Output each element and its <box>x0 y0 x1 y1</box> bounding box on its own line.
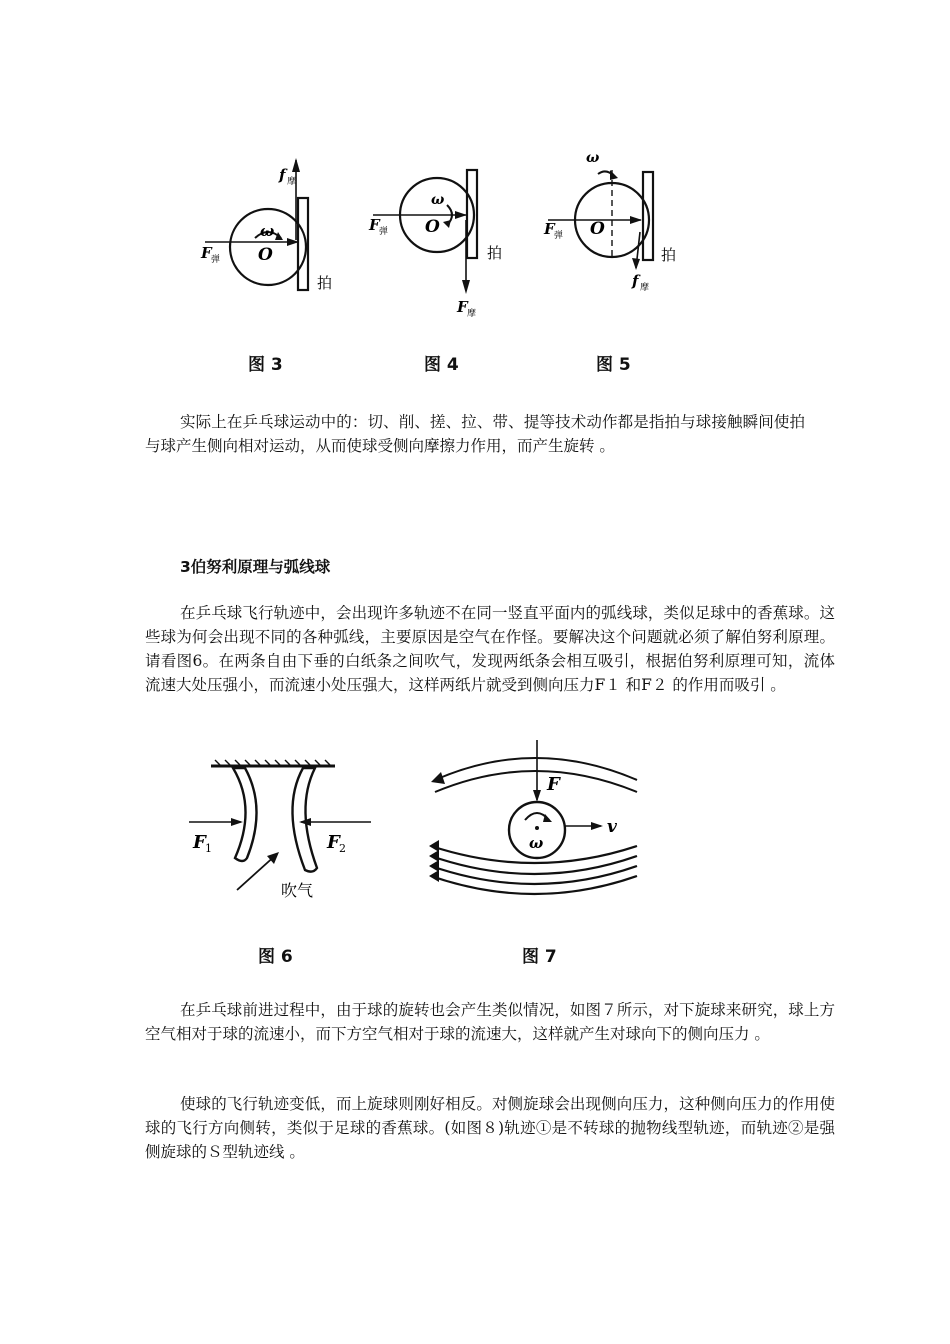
figure-3 <box>195 150 345 330</box>
figure-5-diagram <box>540 148 690 298</box>
figure-4-caption: 图 4 <box>424 355 459 375</box>
friction-label: f <box>632 272 639 290</box>
blow-label: 吹气 <box>281 881 314 900</box>
velocity-label: v <box>607 817 617 837</box>
figure-4-diagram <box>365 160 515 325</box>
omega-label: ω <box>431 192 445 208</box>
paddle-label: 拍 <box>487 244 503 262</box>
figure-5 <box>540 148 690 298</box>
figure-4 <box>365 160 515 325</box>
force-subscript: 弹 <box>554 231 564 241</box>
friction-subscript: 摩 <box>287 177 297 187</box>
center-label: O <box>590 219 605 239</box>
figure-7-caption: 图 7 <box>522 947 557 967</box>
figure-6-caption: 图 6 <box>258 947 293 967</box>
paragraph-1: 实际上在乒乓球运动中的：切、削、搓、拉、带、提等技术动作都是指拍与球接触瞬间使拍与球产生侧向相对运动，从而使球受侧向摩擦力作用，而产生旋转 。 <box>145 413 805 455</box>
force-label: F <box>369 216 380 234</box>
f1-subscript: 1 <box>205 842 212 855</box>
center-label: O <box>258 245 273 265</box>
left-paper-strip <box>233 768 257 861</box>
figure-5-caption: 图 5 <box>596 355 631 375</box>
section-heading: 3伯努利原理与弧线球 <box>180 558 331 576</box>
right-paper-strip <box>292 768 317 872</box>
figure-6 <box>185 758 385 908</box>
f2-label: F <box>327 832 340 853</box>
paragraph-4: 使球的飞行轨迹变低，而上旋球则刚好相反。对侧旋球会出现侧向压力，这种侧向压力的作用使球的飞行方向侧转，类似于足球的香蕉球。(如图８)轨迹①是不转球的抛物线型轨迹，而轨迹②是强侧旋球的Ｓ型轨迹线 。 <box>145 1095 835 1161</box>
center-label: O <box>425 217 440 237</box>
figure-6-diagram <box>185 758 385 908</box>
f1-label: F <box>193 832 206 853</box>
omega-label: ω <box>586 150 600 166</box>
figure-7 <box>425 740 645 910</box>
f2-subscript: 2 <box>339 842 346 855</box>
omega-label: ω <box>260 222 275 240</box>
friction-subscript: 摩 <box>467 309 477 319</box>
paragraph-3: 在乒乓球前进过程中，由于球的旋转也会产生类似情况，如图７所示，对下旋球来研究，球上方空气相对于球的流速小，而下方空气相对于球的流速大，这样就产生对球向下的侧向压力 。 <box>145 1001 835 1043</box>
omega-label: ω <box>529 834 544 852</box>
figure-7-diagram <box>425 740 645 910</box>
force-label: F <box>547 774 560 795</box>
paragraph-2: 在乒乓球飞行轨迹中，会出现许多轨迹不在同一竖直平面内的弧线球，类似足球中的香蕉球。这些球为何会出现不同的各种弧线，主要原因是空气在作怪。要解决这个问题就必须了解伯努利原理。请看图6。在两条自由下垂的白纸条之间吹气，发现两纸条会相互吸引，根据伯努利原理可知，流体流速大处压强小，而流速小处压强大，这样两纸片就受到侧向压力F１ 和F２ 的作用而吸引 。 <box>145 604 835 694</box>
friction-label: f <box>279 166 286 184</box>
paddle-label: 拍 <box>661 246 677 264</box>
paddle-rect <box>467 170 477 258</box>
force-subscript: 弹 <box>211 255 221 265</box>
friction-label: F <box>457 298 468 316</box>
figure-3-caption: 图 3 <box>248 355 283 375</box>
force-subscript: 弹 <box>379 227 389 237</box>
figure-3-diagram <box>195 150 345 330</box>
force-label: F <box>201 244 212 262</box>
friction-subscript: 摩 <box>640 283 650 293</box>
force-label: F <box>544 220 555 238</box>
paddle-label: 拍 <box>317 274 333 292</box>
